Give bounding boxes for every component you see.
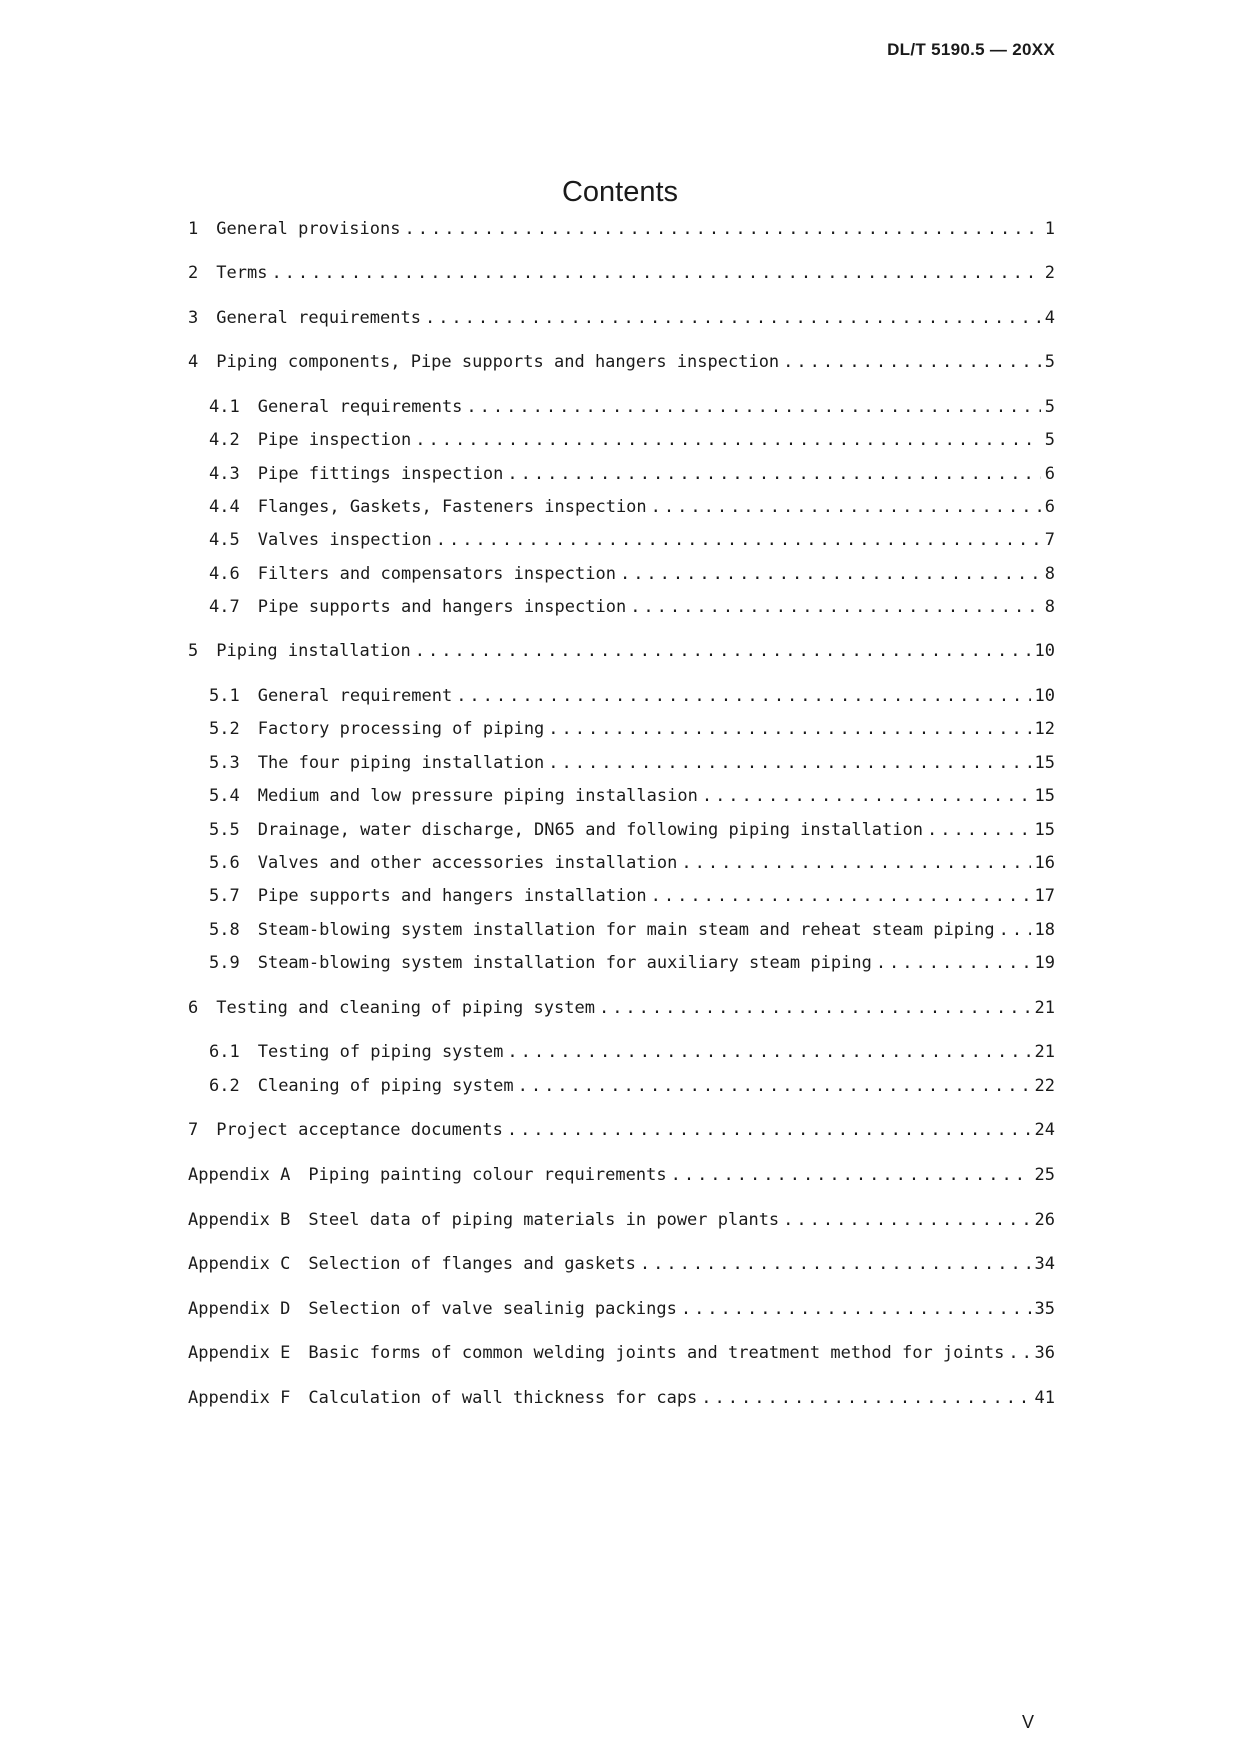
toc-entry[interactable] <box>209 786 1055 810</box>
toc-entry-title: Project acceptance documents <box>216 1120 503 1140</box>
toc-entry-title: Piping components, Pipe supports and hangers inspection <box>216 352 780 372</box>
toc-entry-title: Factory processing of piping <box>257 719 545 739</box>
dot-leader <box>271 263 1040 283</box>
dot-leader <box>404 219 1040 239</box>
toc-entry-title: Terms <box>216 263 268 283</box>
dot-leader <box>518 1076 1031 1096</box>
toc-entry[interactable] <box>209 597 1055 621</box>
toc-entry[interactable] <box>188 1165 1055 1189</box>
toc-entry[interactable] <box>209 397 1055 421</box>
dot-leader <box>630 597 1041 617</box>
toc-entry-title: Basic forms of common welding joints and treatment method for joints <box>308 1343 1005 1363</box>
toc-entry-page: 5 <box>1044 430 1055 450</box>
toc-entry[interactable] <box>209 719 1055 743</box>
dot-leader <box>701 1388 1030 1408</box>
dot-leader <box>783 1210 1030 1230</box>
dot-leader <box>599 998 1031 1018</box>
document-code: DL/T 5190.5 — 20XX <box>887 40 1055 59</box>
toc-entry-page: 34 <box>1034 1254 1055 1274</box>
toc-entry[interactable] <box>209 564 1055 588</box>
toc-entry[interactable] <box>188 1299 1055 1323</box>
toc-entry-title: Steel data of piping materials in power plants <box>308 1210 780 1230</box>
toc-entry[interactable] <box>209 430 1055 454</box>
toc-entry-page: 41 <box>1034 1388 1055 1408</box>
toc-entry-number: 4.2 <box>209 430 240 450</box>
toc-entry-page: 6 <box>1044 497 1055 517</box>
toc-entry-number: 5.9 <box>209 953 240 973</box>
dot-leader <box>466 397 1040 417</box>
toc-entry-page: 4 <box>1044 308 1055 328</box>
toc-entry-page: 21 <box>1034 1042 1055 1062</box>
toc-entry[interactable] <box>209 853 1055 877</box>
toc-entry-page: 6 <box>1044 464 1055 484</box>
toc-entry-page: 19 <box>1034 953 1055 973</box>
toc-entry-page: 7 <box>1044 530 1055 550</box>
toc-entry-page: 17 <box>1034 886 1055 906</box>
toc-entry-number: 4.4 <box>209 497 240 517</box>
dot-leader <box>507 1042 1030 1062</box>
toc-entry-title: Cleaning of piping system <box>257 1076 514 1096</box>
dot-leader <box>783 352 1041 372</box>
dot-leader <box>876 953 1031 973</box>
dot-leader <box>436 530 1041 550</box>
toc-entry-title: Drainage, water discharge, DN65 and following piping installation <box>257 820 923 840</box>
page-number: V <box>1022 1712 1035 1732</box>
toc-entry-title: Flanges, Gaskets, Fasteners inspection <box>257 497 647 517</box>
toc-entry-number: 5.6 <box>209 853 240 873</box>
toc-entry-number: Appendix F <box>188 1388 291 1408</box>
toc-entry-page: 24 <box>1034 1120 1055 1140</box>
toc-entry[interactable] <box>188 998 1055 1022</box>
toc-entry-page: 18 <box>1034 920 1055 940</box>
dot-leader <box>620 564 1041 584</box>
toc-entry-number: 5.1 <box>209 686 240 706</box>
dot-leader <box>415 641 1031 661</box>
toc-entry-number: 4.3 <box>209 464 240 484</box>
dot-leader <box>927 820 1031 840</box>
dot-leader <box>548 719 1030 739</box>
toc-entry-title: General requirements <box>257 397 463 417</box>
toc-entry-number: Appendix D <box>188 1299 291 1319</box>
toc-entry-number: Appendix C <box>188 1254 291 1274</box>
toc-entry-number: 4 <box>188 352 199 372</box>
toc-entry[interactable] <box>209 753 1055 777</box>
toc-entry-title: General requirement <box>257 686 453 706</box>
toc-entry-number: 5 <box>188 641 199 661</box>
dot-leader <box>702 786 1031 806</box>
toc-entry-title: Valves and other accessories installation <box>257 853 678 873</box>
dot-leader <box>1008 1343 1030 1363</box>
toc-entry-page: 26 <box>1034 1210 1055 1230</box>
toc-entry-number: 6 <box>188 998 199 1018</box>
toc-entry-title: Medium and low pressure piping installasion <box>257 786 698 806</box>
toc-entry[interactable] <box>188 1388 1055 1412</box>
dot-leader <box>999 920 1031 940</box>
toc-entry-title: Selection of flanges and gaskets <box>308 1254 636 1274</box>
toc-entry-title: Piping installation <box>216 641 411 661</box>
toc-entry-page: 12 <box>1034 719 1055 739</box>
toc-entry-title: Selection of valve sealinig packings <box>308 1299 677 1319</box>
toc-entry[interactable] <box>188 641 1055 665</box>
toc-entry[interactable] <box>209 820 1055 844</box>
toc-entry-page: 10 <box>1034 686 1055 706</box>
toc-entry-title: Filters and compensators inspection <box>257 564 616 584</box>
toc-entry-title: General provisions <box>216 219 401 239</box>
toc-entry-title: Calculation of wall thickness for caps <box>308 1388 698 1408</box>
toc-entry-page: 15 <box>1034 753 1055 773</box>
toc-entry[interactable] <box>209 497 1055 521</box>
dot-leader <box>507 1120 1031 1140</box>
toc-entry-page: 25 <box>1034 1165 1055 1185</box>
toc-entry-number: 5.2 <box>209 719 240 739</box>
dot-leader <box>548 753 1030 773</box>
toc-entry[interactable] <box>209 1042 1055 1066</box>
toc-entry-page: 15 <box>1034 786 1055 806</box>
toc-entry-page: 8 <box>1044 597 1055 617</box>
toc-entry-number: 5.4 <box>209 786 240 806</box>
toc-entry[interactable] <box>209 920 1055 944</box>
toc-entry-title: Steam-blowing system installation for main steam and reheat steam piping <box>257 920 995 940</box>
toc-entry-page: 5 <box>1044 397 1055 417</box>
toc-entry[interactable] <box>209 464 1055 488</box>
toc-entry[interactable] <box>188 352 1055 376</box>
toc-entry-number: 5.7 <box>209 886 240 906</box>
toc-entry[interactable] <box>188 1120 1055 1144</box>
toc-entry-number: 6.2 <box>209 1076 240 1096</box>
toc-entry-title: Valves inspection <box>257 530 432 550</box>
toc-entry-title: General requirements <box>216 308 421 328</box>
toc-entry[interactable] <box>188 308 1055 332</box>
toc-entry[interactable] <box>209 953 1055 977</box>
dot-leader <box>671 1165 1031 1185</box>
dot-leader <box>640 1254 1031 1274</box>
dot-leader <box>681 1299 1031 1319</box>
toc-entry[interactable] <box>209 886 1055 910</box>
toc-entry[interactable] <box>209 686 1055 710</box>
toc-entry-title: Testing and cleaning of piping system <box>216 998 595 1018</box>
toc-entry-title: The four piping installation <box>257 753 545 773</box>
dot-leader <box>681 853 1030 873</box>
toc-entry-number: 5.5 <box>209 820 240 840</box>
toc-entry-title: Pipe inspection <box>257 430 412 450</box>
toc-entry-page: 21 <box>1034 998 1055 1018</box>
toc-entry[interactable] <box>188 219 1055 243</box>
toc-entry-page: 5 <box>1044 352 1055 372</box>
toc-entry-page: 16 <box>1034 853 1055 873</box>
toc-entry-number: 4.5 <box>209 530 240 550</box>
toc-entry-number: 3 <box>188 308 199 328</box>
toc-entry[interactable] <box>209 530 1055 554</box>
toc-entry[interactable] <box>188 1343 1055 1367</box>
dot-leader <box>507 464 1040 484</box>
toc-entry-page: 35 <box>1034 1299 1055 1319</box>
toc-entry-number: Appendix E <box>188 1343 291 1363</box>
toc-entry-title: Steam-blowing system installation for auxiliary steam piping <box>257 953 872 973</box>
dot-leader <box>651 886 1031 906</box>
dot-leader <box>415 430 1041 450</box>
toc-entry[interactable] <box>188 1210 1055 1234</box>
toc-entry-number: 4.7 <box>209 597 240 617</box>
toc-entry-number: 4.6 <box>209 564 240 584</box>
dot-leader <box>456 686 1030 706</box>
toc-entry-number: 6.1 <box>209 1042 240 1062</box>
toc-entry-page: 15 <box>1034 820 1055 840</box>
toc-entry-number: Appendix A <box>188 1165 291 1185</box>
toc-entry-page: 36 <box>1034 1343 1055 1363</box>
toc-entry-number: 5.8 <box>209 920 240 940</box>
dot-leader <box>425 308 1041 328</box>
toc-entry-number: 1 <box>188 219 199 239</box>
toc-entry-title: Pipe supports and hangers installation <box>257 886 647 906</box>
toc-entry-title: Testing of piping system <box>257 1042 504 1062</box>
toc-entry-number: 4.1 <box>209 397 240 417</box>
toc-entry-page: 10 <box>1034 641 1055 661</box>
toc-entry[interactable] <box>188 1254 1055 1278</box>
toc-entry-number: 7 <box>188 1120 199 1140</box>
toc-entry-number: Appendix B <box>188 1210 291 1230</box>
toc-entry-page: 22 <box>1034 1076 1055 1096</box>
toc-entry[interactable] <box>209 1076 1055 1100</box>
toc-entry-number: 5.3 <box>209 753 240 773</box>
toc-entry-title: Pipe supports and hangers inspection <box>257 597 627 617</box>
toc-entry-page: 8 <box>1044 564 1055 584</box>
dot-leader <box>651 497 1041 517</box>
toc-entry-title: Piping painting colour requirements <box>308 1165 667 1185</box>
toc-entry-title: Pipe fittings inspection <box>257 464 504 484</box>
toc-entry-number: 2 <box>188 263 199 283</box>
toc-entry[interactable] <box>188 263 1055 287</box>
toc-entry-page: 2 <box>1044 263 1055 283</box>
page-title: Contents <box>561 176 679 208</box>
toc-entry-page: 1 <box>1044 219 1055 239</box>
